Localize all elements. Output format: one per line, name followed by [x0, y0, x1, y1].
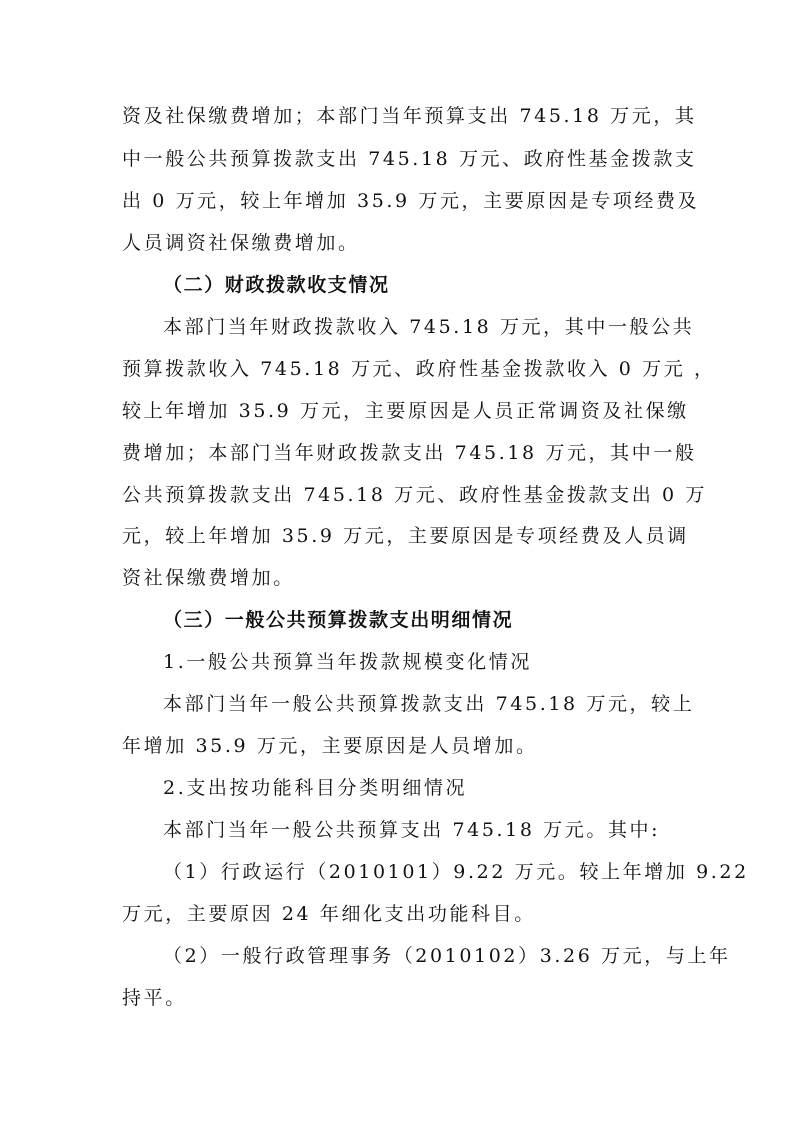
- body-text-line: 持平。: [122, 987, 187, 1009]
- body-text-line: 中一般公共预算拨款支出 745.18 万元、政府性基金拨款支: [122, 148, 697, 170]
- body-text-line: 预算拨款收入 745.18 万元、政府性基金拨款收入 0 万元 ，: [122, 358, 716, 380]
- body-text-line: 万元，主要原因 24 年细化支出功能科目。: [122, 903, 536, 925]
- body-text-line: 年增加 35.9 万元，主要原因是人员增加。: [122, 735, 538, 757]
- section-heading: （二）财政拨款收支情况: [163, 274, 390, 296]
- body-text-line: 本部门当年财政拨款收入 745.18 万元，其中一般公共: [163, 316, 695, 338]
- subheading: 2.支出按功能科目分类明细情况: [163, 777, 468, 799]
- body-text-line: 本部门当年一般公共预算拨款支出 745.18 万元，较上: [163, 693, 695, 715]
- body-text-line: 元，较上年增加 35.9 万元，主要原因是专项经费及人员调: [122, 525, 689, 547]
- body-text-line: 较上年增加 35.9 万元，主要原因是人员正常调资及社保缴: [122, 400, 689, 422]
- body-text-line: （2）一般行政管理事务（2010102）3.26 万元，与上年: [163, 945, 731, 967]
- subheading: 1.一般公共预算当年拨款规模变化情况: [163, 651, 532, 673]
- body-text-line: 资社保缴费增加。: [122, 567, 295, 589]
- body-text-line: 出 0 万元，较上年增加 35.9 万元，主要原因是专项经费及: [122, 190, 700, 212]
- body-text-line: 本部门当年一般公共预算支出 745.18 万元。其中:: [163, 819, 661, 841]
- body-text-line: 人员调资社保缴费增加。: [122, 232, 360, 254]
- body-text-line: 资及社保缴费增加；本部门当年预算支出 745.18 万元，其: [122, 105, 697, 127]
- section-heading: （三）一般公共预算拨款支出明细情况: [163, 609, 514, 631]
- body-text-line: 公共预算拨款支出 745.18 万元、政府性基金拨款支出 0 万: [122, 484, 707, 506]
- body-text-line: 费增加；本部门当年财政拨款支出 745.18 万元，其中一般: [122, 442, 697, 464]
- body-text-line: （1）行政运行（2010101）9.22 万元。较上年增加 9.22: [163, 861, 749, 883]
